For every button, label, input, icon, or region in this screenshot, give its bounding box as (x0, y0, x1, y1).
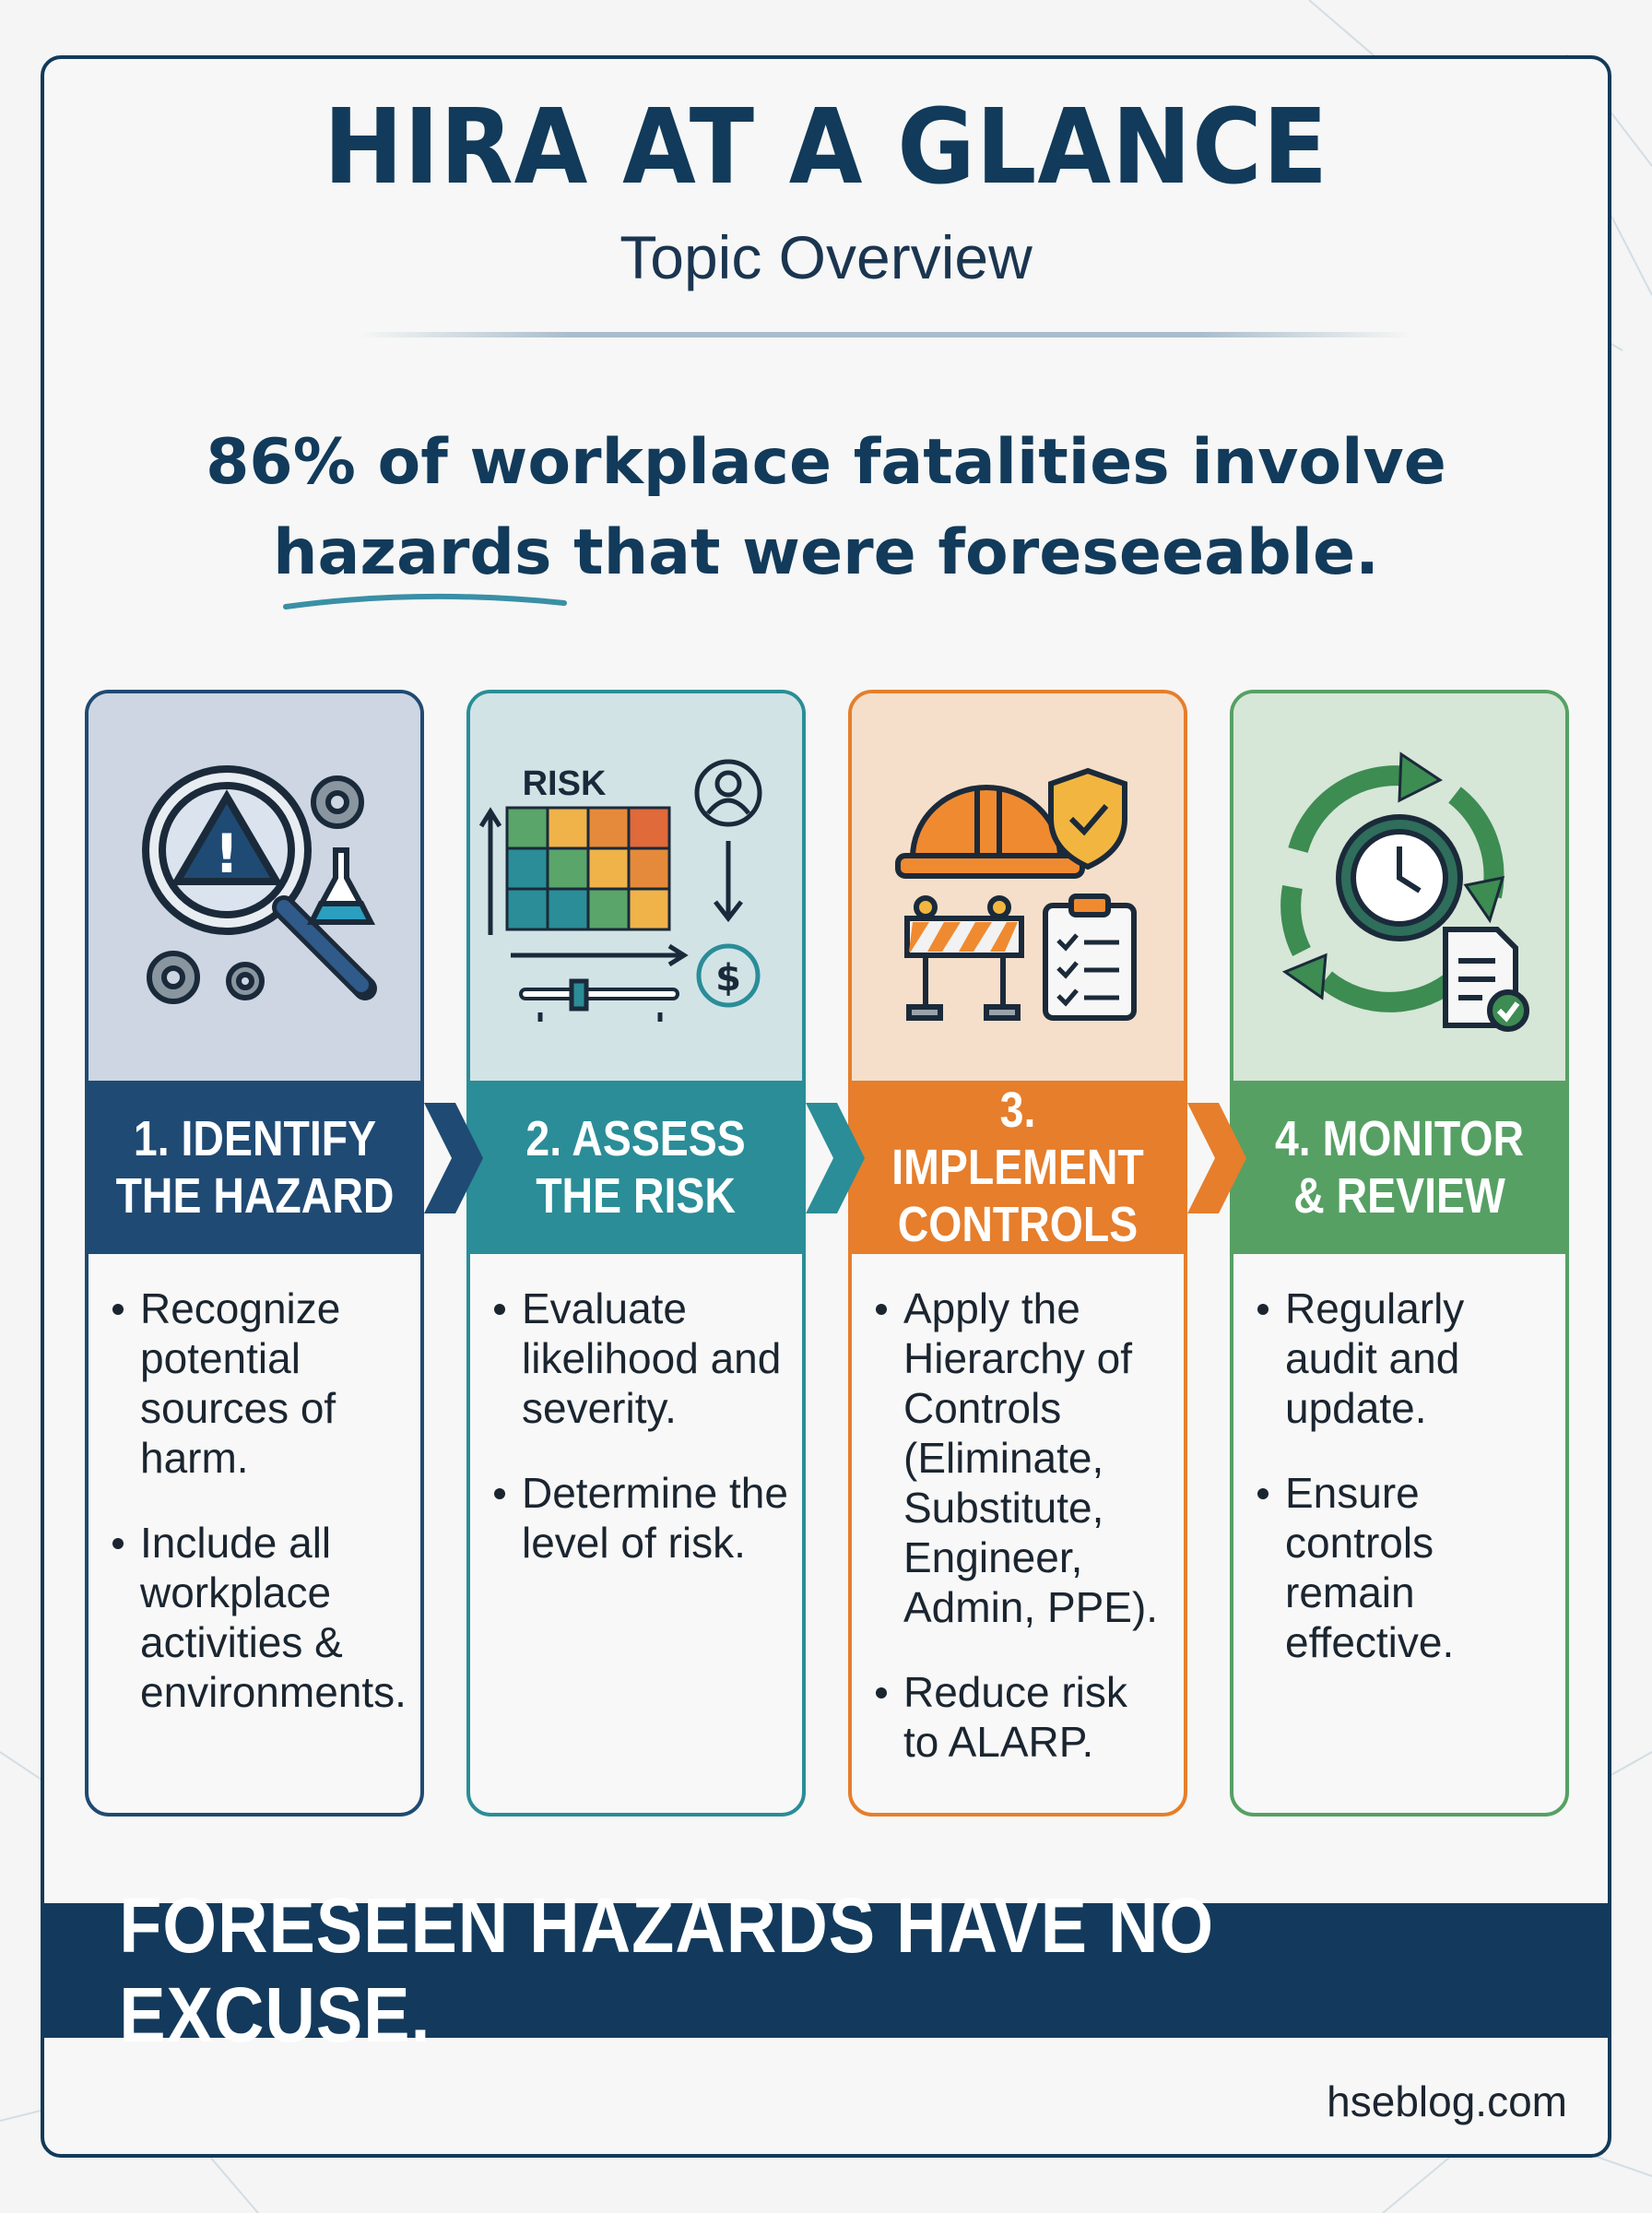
list-item: Apply the Hierarchy of Controls (Eliminate, Substitute, Engineer, Admin, PPE). (903, 1284, 1173, 1632)
list-item: Reduce risk to ALARP. (903, 1667, 1173, 1767)
magnifier-warning-icon (88, 693, 420, 1081)
source-link[interactable]: hseblog.com (1327, 2077, 1567, 2125)
arrow-right-icon (1187, 1103, 1246, 1213)
arrow-right-icon (424, 1103, 483, 1213)
list-item: Regularly audit and update. (1285, 1284, 1554, 1433)
step-bullets (852, 1284, 1184, 1802)
risk-matrix-icon (470, 693, 802, 1081)
list-item: Include all workplace activities & environments. (140, 1518, 409, 1717)
list-item: Recognize potential sources of harm. (140, 1284, 409, 1483)
page-title: HIRA AT A GLANCE (324, 88, 1328, 207)
hardhat-shield-barrier-icon (852, 693, 1184, 1081)
step-card-implement (848, 690, 1187, 1817)
step-card-assess (466, 690, 806, 1817)
slogan-text: FORESEEN HAZARDS HAVE NO EXCUSE. (119, 1882, 1215, 2058)
title-divider (360, 332, 1410, 337)
risk-label: RISK (522, 764, 607, 803)
step-card-identify (85, 690, 424, 1817)
cycle-clock-document-icon (1233, 693, 1565, 1081)
svg-text:$: $ (715, 957, 741, 1000)
list-item: Determine the level of risk. (522, 1468, 791, 1568)
step-title: 4. MONITOR & REVIEW (1274, 1111, 1525, 1224)
step-bullets (1233, 1284, 1565, 1702)
stat-line-2: hazards that were foreseeable. (273, 516, 1379, 589)
step-card-monitor (1230, 690, 1569, 1817)
list-item: Ensure controls remain effective. (1285, 1468, 1554, 1667)
step-title: 1. IDENTIFY THE HAZARD (115, 1111, 394, 1224)
page-subtitle: Topic Overview (620, 223, 1032, 291)
step-bullets (88, 1284, 420, 1752)
slogan-banner (41, 1882, 1611, 2058)
arrow-right-icon (806, 1103, 865, 1213)
accent-underline (282, 586, 568, 614)
step-title: 3. IMPLEMENT CONTROLS (891, 1083, 1144, 1252)
list-item: Evaluate likelihood and severity. (522, 1284, 791, 1433)
step-bullets (470, 1284, 802, 1603)
svg-text:!: ! (214, 822, 240, 885)
step-title: 2. ASSESS THE RISK (525, 1111, 747, 1224)
stat-line-1: 86% of workplace fatalities involve (206, 426, 1446, 499)
